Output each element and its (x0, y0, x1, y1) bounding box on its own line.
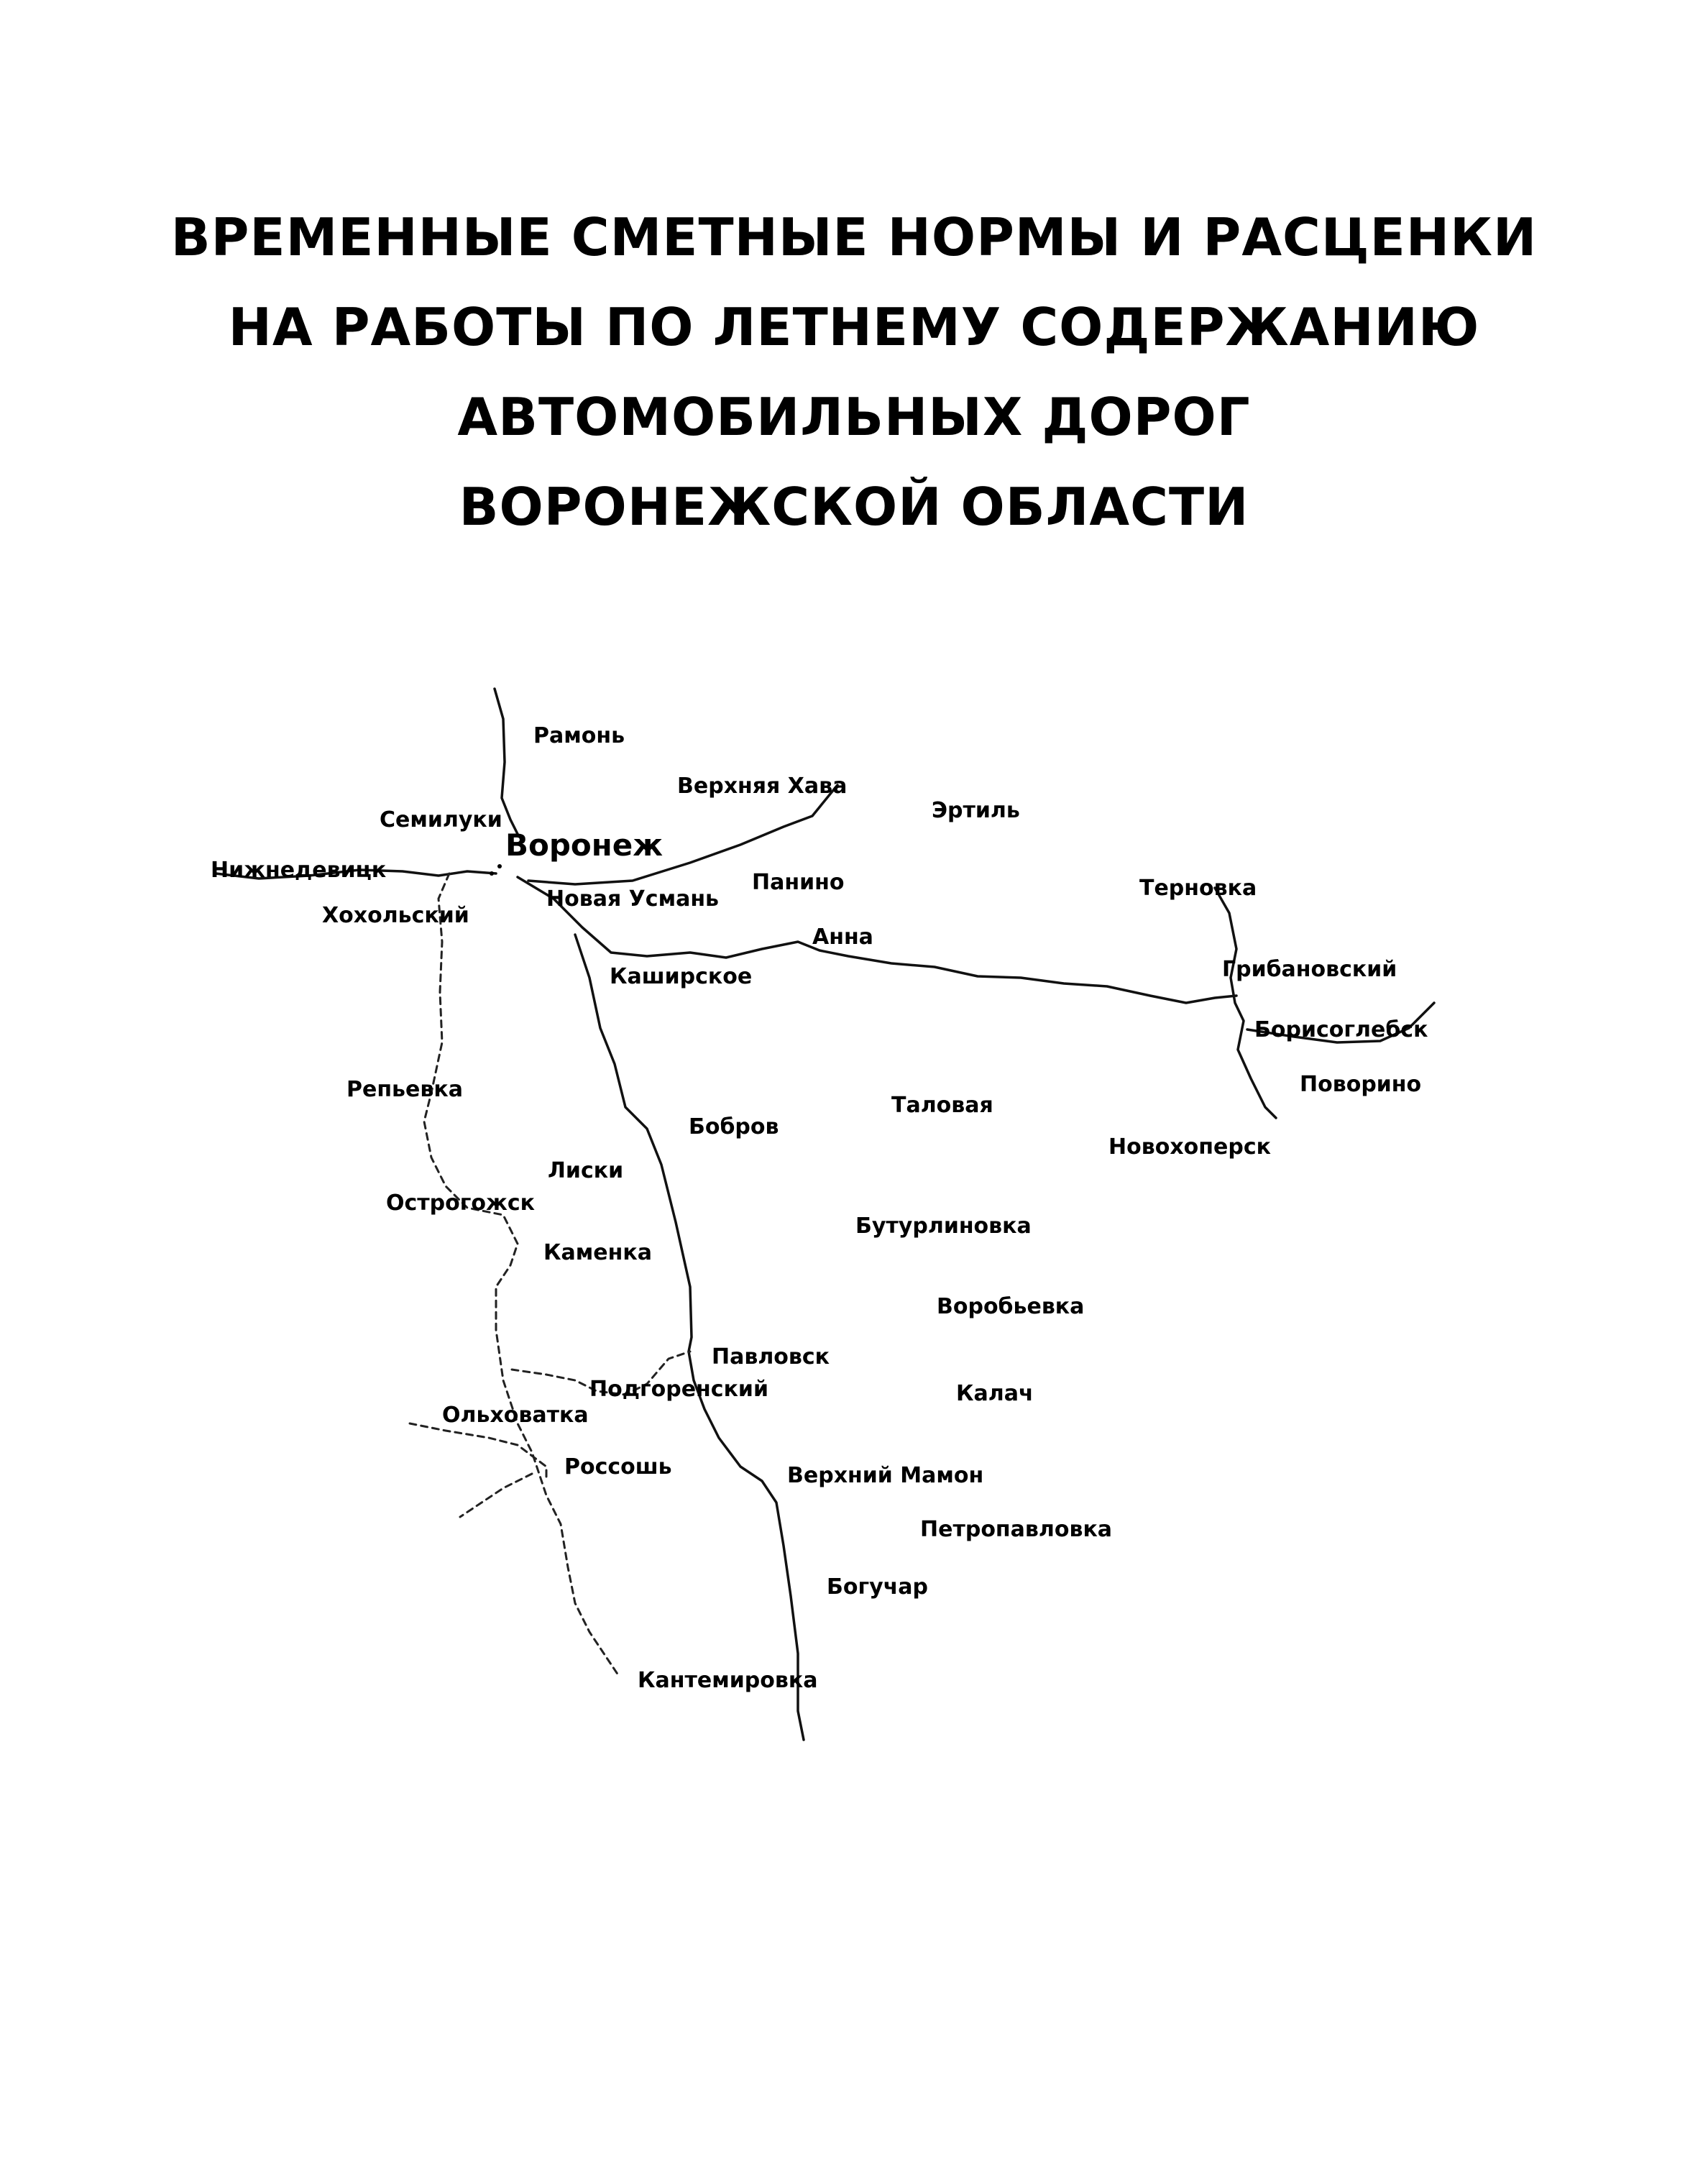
town-label-talovaya: Таловая (891, 1093, 993, 1118)
town-label-khokholsky: Хохольский (322, 903, 469, 928)
town-label-semiluki: Семилуки (380, 807, 502, 833)
town-label-novaya-usman: Новая Усмань (546, 886, 720, 912)
road-rossosh-southwest (460, 1474, 532, 1517)
town-label-kantemirovka: Кантемировка (638, 1668, 818, 1693)
title-line-4: ВОРОНЕЖСКОЙ ОБЛАСТИ (459, 477, 1249, 537)
title-line-3: АВТОМОБИЛЬНЫХ ДОРОГ (457, 387, 1251, 447)
town-label-olkhovatka: Ольховатка (442, 1403, 589, 1428)
town-label-anna: Анна (812, 925, 873, 950)
town-label-kamenka: Каменка (543, 1240, 652, 1265)
town-label-ternovka: Терновка (1139, 876, 1257, 901)
town-label-buturlinovka: Бутурлиновка (855, 1214, 1032, 1239)
town-label-pavlovsk: Павловск (712, 1344, 830, 1370)
town-label-povorino: Поворино (1300, 1072, 1422, 1097)
road-ternovka-borisoglebsk (1215, 888, 1276, 1118)
town-label-repyevka: Репьевка (346, 1077, 463, 1102)
town-label-podgorensky: Подгоренский (589, 1377, 768, 1402)
town-label-boguchar: Богучар (827, 1574, 929, 1600)
town-label-verkhnyaya-khava: Верхняя Хава (677, 774, 848, 799)
town-label-gribanovsky: Грибановский (1222, 957, 1397, 982)
town-label-novokhopersk: Новохоперск (1108, 1134, 1271, 1160)
town-label-vorobyevka: Воробьевка (937, 1294, 1085, 1319)
town-label-ostrogozhsk: Острогожск (386, 1191, 536, 1216)
town-label-ertil: Эртиль (932, 798, 1020, 823)
road-khokholsky-rossosh (424, 873, 618, 1675)
town-label-bobrov: Бобров (689, 1114, 779, 1139)
title-line-2: НА РАБОТЫ ПО ЛЕТНЕМУ СОДЕРЖАНИЮ (228, 297, 1480, 357)
town-label-kashirskoe: Каширское (610, 964, 753, 989)
town-label-nizhnedevitsk: Нижнедевицк (211, 858, 387, 883)
voronezh-center-dot (497, 864, 502, 868)
town-label-ramon: Рамонь (533, 723, 625, 748)
town-label-kalach: Калач (956, 1381, 1034, 1406)
town-labels (211, 723, 1428, 1693)
road-olkhovatka-rossosh (410, 1423, 546, 1481)
town-label-petropavlovka: Петропавловка (920, 1517, 1113, 1542)
town-label-verkhny-mamon: Верхний Мамон (787, 1463, 984, 1488)
town-label-borisoglebsk: Борисоглебск (1254, 1017, 1428, 1042)
town-label-rossosh: Россошь (564, 1454, 672, 1480)
town-label-panino: Панино (752, 870, 845, 895)
road-voronezh-pavlovsk-kantemirovka (575, 935, 804, 1740)
town-label-liski: Лиски (548, 1158, 624, 1183)
title-line-1: ВРЕМЕННЫЕ СМЕТНЫЕ НОРМЫ И РАСЦЕНКИ (170, 207, 1538, 267)
voronezh-center-dot-2 (490, 871, 494, 876)
town-label-voronezh: Воронеж (505, 827, 664, 863)
